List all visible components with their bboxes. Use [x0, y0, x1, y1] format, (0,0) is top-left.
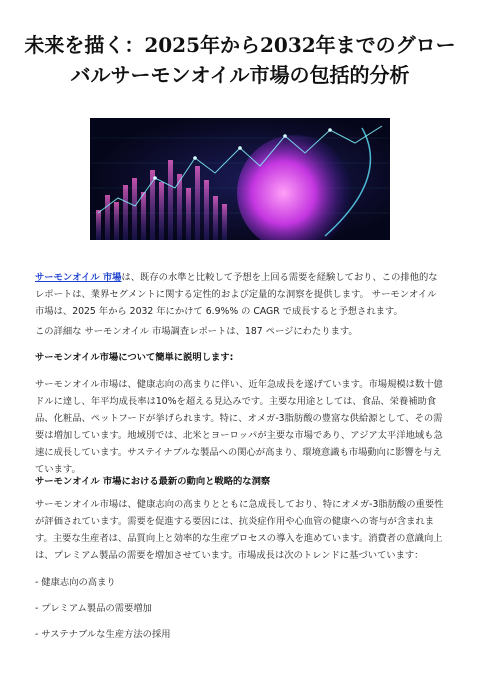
hero-bar: [123, 185, 128, 240]
hero-bar: [213, 196, 218, 240]
hero-bar: [96, 210, 101, 240]
hero-bar: [168, 160, 173, 240]
bullet-item: - サステナブルな生産方法の採用: [35, 629, 171, 640]
intro-text: は、既存の水準と比較して予想を上回る需要を経験しており、この排他的なレポートは、業界セグメントに関する定性的および定量的な洞察を提供します。 サーモンオイル 市場は、2025 年から 2032 年にかけて 6.9%% の CAGR で成長すると予想されます。: [35, 272, 438, 317]
hero-bar: [204, 180, 209, 240]
hero-bar: [222, 204, 227, 240]
hero-bar: [105, 195, 110, 240]
hero-chart-image: [90, 118, 390, 240]
hero-bar: [132, 178, 137, 240]
hero-bar: [195, 166, 200, 240]
intro-paragraph: [35, 269, 445, 320]
page-title: 未来を描く：2025年から2032年までのグローバルサーモンオイル市場の包括的分析: [24, 33, 456, 87]
hero-bar: [114, 202, 119, 240]
market-link[interactable]: サーモンオイル 市場: [35, 272, 122, 283]
hero-bar: [141, 192, 146, 240]
section-heading-trends: サーモンオイル 市場における最新の動向と戦略的な洞察: [35, 476, 271, 487]
hero-bar: [150, 170, 155, 240]
bullet-item: - 健康志向の高まり: [35, 577, 116, 588]
hero-bar: [159, 182, 164, 240]
report-pages-text: この詳細な サーモンオイル 市場調査レポートは、187 ページにわたります。: [35, 326, 358, 337]
section-heading-overview: サーモンオイル市場について簡単に説明します:: [35, 352, 234, 363]
hero-bar: [186, 188, 191, 240]
bullet-item: - プレミアム製品の需要増加: [35, 603, 152, 614]
overview-paragraph: サーモンオイル市場は、健康志向の高まりに伴い、近年急成長を遂げています。市場規模は数十億ドルに達し、年平均成長率は10%を超える見込みです。主要な用途としては、食品、栄養補助食品、化粧品、ペットフードが挙げられます。特に、オメガ-3脂肪酸の豊富な供給源として、その需要は増加しています。地域別では、北米とヨーロッパが主要な市場であり、アジア太平洋地域も急速に成長しています。サステイナブルな製品への関心が高まり、環境意識も市場動向に影響を与えています。: [35, 379, 443, 475]
trends-paragraph: サーモンオイル市場は、健康志向の高まりとともに急成長しており、特にオメガ-3脂肪酸の重要性が評価されています。需要を促進する要因には、抗炎症作用や心血管の健康への寄与が含まれます。主要な生産者は、品質向上と効率的な生産プロセスの導入を進めています。消費者の意識向上は、プレミアム製品の需要を増加させています。市場成長は次のトレンドに基づいています：: [35, 499, 444, 561]
